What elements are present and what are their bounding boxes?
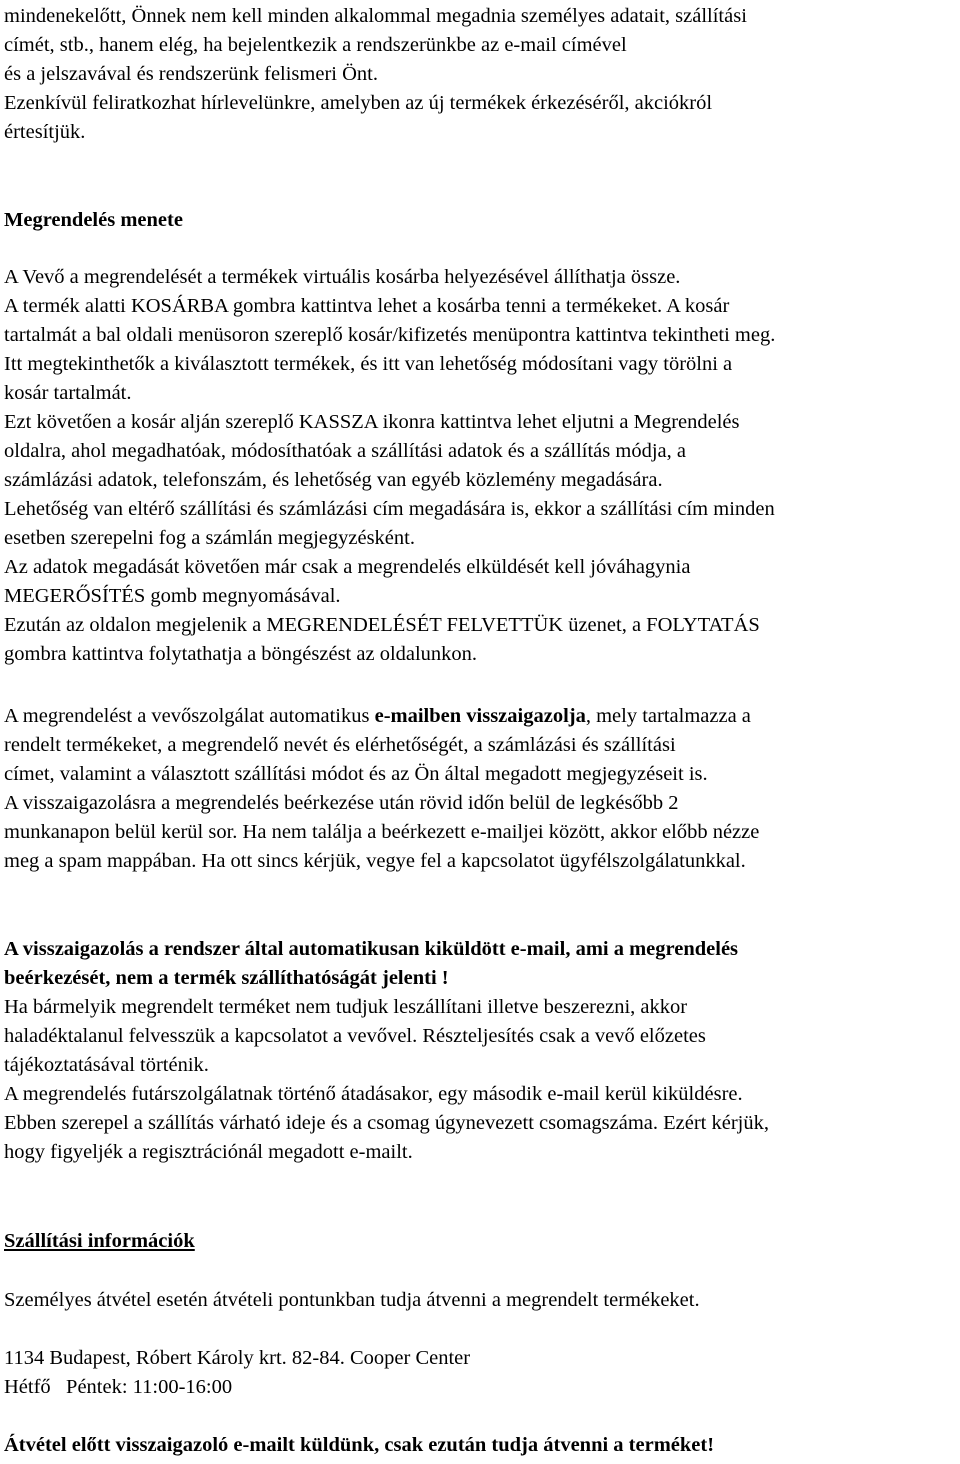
order-process-section [4, 206, 956, 235]
order-process-heading: Megrendelés menete [4, 209, 183, 231]
intro-paragraph [4, 2, 956, 147]
notice-line: Ha bármelyik megrendelt terméket nem tudjuk leszállítani illetve beszerezni, akkor [4, 996, 688, 1018]
opening-hours: Hétfő Péntek: 11:00-16:00 [4, 1376, 233, 1398]
order-process-paragraph [4, 263, 956, 669]
order-line: kosár tartalmát. [4, 382, 132, 404]
confirmation-line: meg a spam mappában. Ha ott sincs kérjük, vegye fel a kapcsolatot ügyfélszolgálatunkkal. [4, 850, 746, 872]
order-line: Ezután az oldalon megjelenik a MEGRENDELÉSÉT FELVETTÜK üzenet, a FOLYTATÁS [4, 614, 760, 636]
pickup-text: Személyes átvétel esetén átvételi pontunkban tudja átvenni a megrendelt termékeket. [4, 1289, 700, 1311]
confirmation-emphasis: e-mailben visszaigazolja [374, 705, 586, 727]
order-line: Itt megtekinthetők a kiválasztott termékek, és itt van lehetőség módosítani vagy törölni a [4, 353, 733, 375]
order-line: Ezt követően a kosár alján szereplő KASSZA ikonra kattintva lehet eljutni a Megrendelés [4, 411, 740, 433]
pickup-location [4, 1344, 956, 1402]
notice-paragraph [4, 935, 956, 1167]
pickup-paragraph [4, 1286, 956, 1315]
confirmation-line: munkanapon belül kerül sor. Ha nem találja a beérkezett e-mailjei között, akkor előbb nézze [4, 821, 760, 843]
confirmation-text-start: A megrendelést a vevőszolgálat automatikus [4, 705, 375, 727]
confirmation-text-end: , mely tartalmazza a [585, 705, 751, 727]
order-line: MEGERŐSÍTÉS gomb megnyomásával. [4, 585, 341, 607]
intro-line: Ezenkívül feliratkozhat hírlevelünkre, amelyben az új termékek érkezéséről, akciókról [4, 92, 713, 114]
shipping-heading: Szállítási információk [4, 1230, 195, 1252]
order-line: Lehetőség van eltérő szállítási és számlázási cím megadására is, ekkor a szállítási cím minden [4, 498, 775, 520]
notice-line: tájékoztatásával történik. [4, 1054, 209, 1076]
intro-line: értesítjük. [4, 121, 86, 143]
shipping-section [4, 1227, 956, 1256]
intro-line: címét, stb., hanem elég, ha bejelentkezik a rendszerünkbe az e-mail címével [4, 34, 627, 56]
order-line: Az adatok megadását követően már csak a megrendelés elküldését kell jóváhagynia [4, 556, 691, 578]
confirmation-line: címet, valamint a választott szállítási módot és az Ön által megadott megjegyzéseit is. [4, 763, 708, 785]
confirmation-line: A visszaigazolásra a megrendelés beérkezése után rövid időn belül de legkésőbb 2 [4, 792, 679, 814]
confirmation-first-line [4, 702, 956, 731]
notice-line: haladéktalanul felvesszük a kapcsolatot a vevővel. Részteljesítés csak a vevő előzetes [4, 1025, 706, 1047]
notice-line: hogy figyeljék a regisztrációnál megadott e-mailt. [4, 1141, 413, 1163]
intro-line: mindenekelőtt, Önnek nem kell minden alkalommal megadnia személyes adatait, szállítási [4, 5, 747, 27]
order-line: tartalmát a bal oldali menüsoron szereplő kosár/kifizetés menüpontra kattintva tekintheti meg. [4, 324, 776, 346]
order-line: számlázási adatok, telefonszám, és lehetőség van egyéb közlemény megadására. [4, 469, 663, 491]
notice-line: A megrendelés futárszolgálatnak történő átadásakor, egy második e-mail kerül kiküldésre. [4, 1083, 743, 1105]
notice-bold-line: A visszaigazolás a rendszer által automatikusan kiküldött e-mail, ami a megrendelés [4, 938, 739, 960]
confirmation-line: rendelt termékeket, a megrendelő nevét és elérhetőségét, a számlázási és szállítási [4, 734, 676, 756]
notice-bold-line: beérkezését, nem a termék szállíthatóságát jelenti ! [4, 967, 449, 989]
order-line: esetben szerepelni fog a számlán megjegyzésként. [4, 527, 415, 549]
final-notice: Átvétel előtt visszaigazoló e-mailt küldünk, csak ezután tudja átvenni a terméket! [4, 1434, 715, 1456]
pickup-address: 1134 Budapest, Róbert Károly krt. 82-84. Cooper Center [4, 1347, 471, 1369]
intro-line: és a jelszavával és rendszerünk felismeri Önt. [4, 63, 378, 85]
order-line: A Vevő a megrendelését a termékek virtuális kosárba helyezésével állíthatja össze. [4, 266, 681, 288]
order-line: gombra kattintva folytathatja a böngészést az oldalunkon. [4, 643, 478, 665]
order-line: oldalra, ahol megadhatóak, módosíthatóak a szállítási adatok és a szállítás módja, a [4, 440, 686, 462]
order-line: A termék alatti KOSÁRBA gombra kattintva lehet a kosárba tenni a termékeket. A kosár [4, 295, 730, 317]
confirmation-paragraph [4, 702, 956, 876]
notice-line: Ebben szerepel a szállítás várható ideje és a csomag úgynevezett csomagszáma. Ezért kérjük, [4, 1112, 769, 1134]
final-notice-paragraph [4, 1431, 956, 1460]
